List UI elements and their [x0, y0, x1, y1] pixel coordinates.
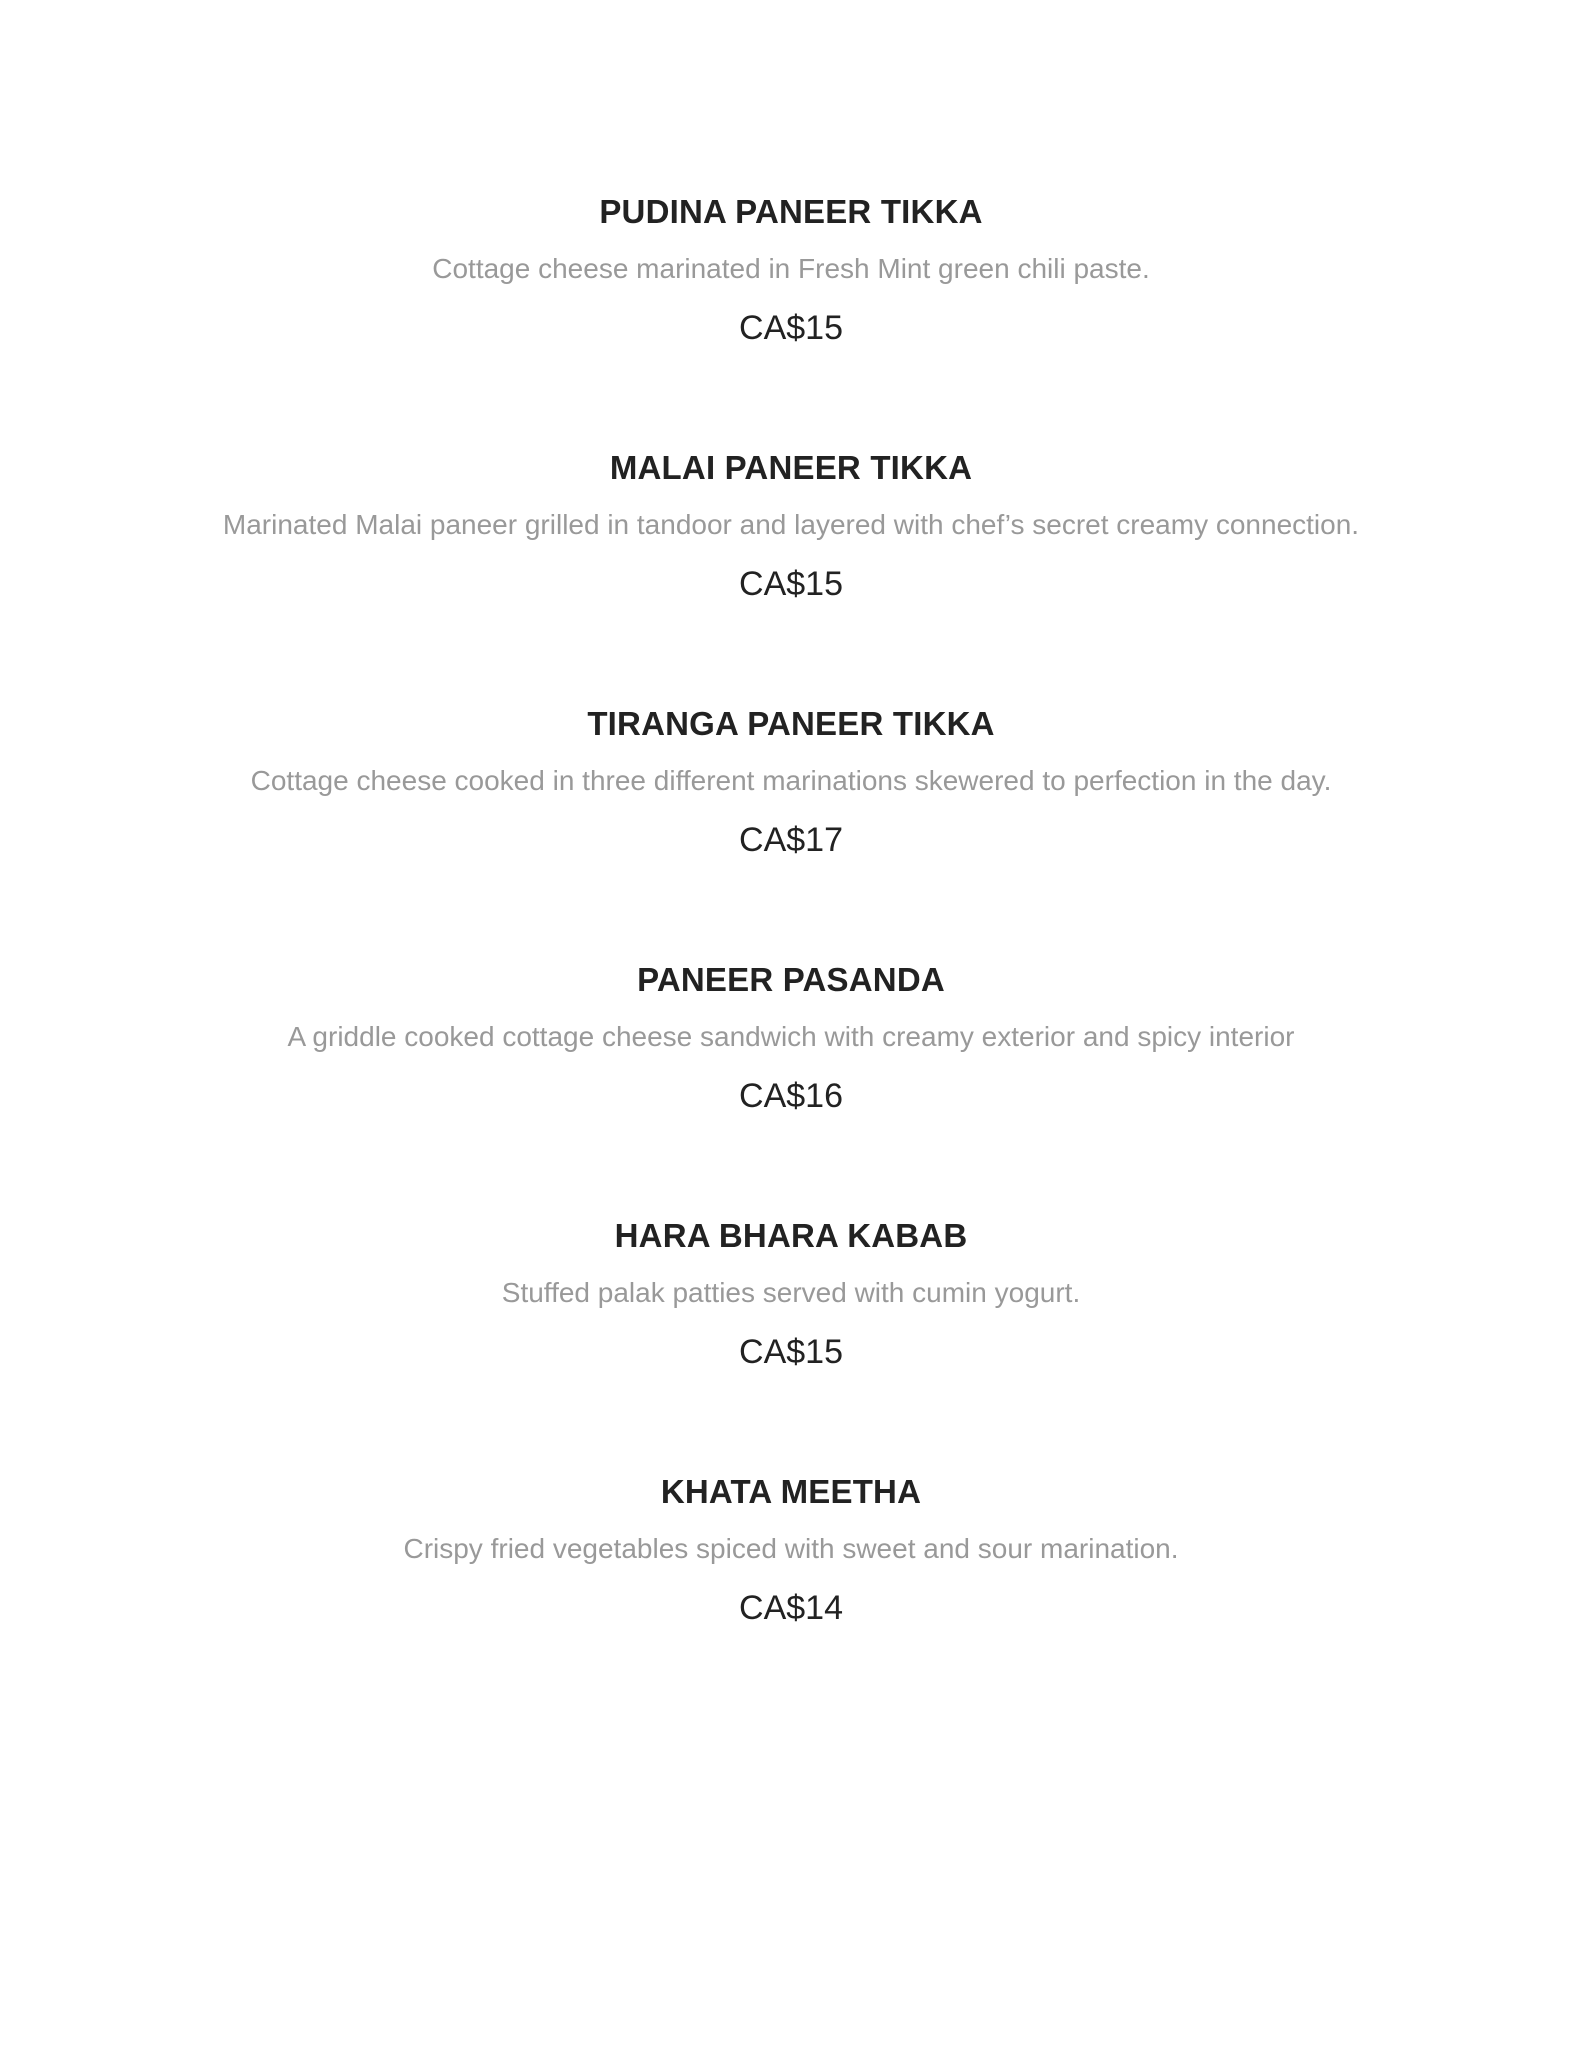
menu-item-description: Crispy fried vegetables spiced with sweet and sour marination. [403, 1533, 1179, 1564]
menu-item-price: CA$15 [739, 309, 843, 347]
menu-item [0, 444, 1582, 700]
menu-item-description: A griddle cooked cottage cheese sandwich with creamy exterior and spicy interior [287, 1021, 1295, 1052]
menu-item-price: CA$16 [739, 1077, 843, 1115]
menu-item-name: HARA BHARA KABAB [614, 1217, 968, 1254]
menu-item-name: TIRANGA PANEER TIKKA [587, 705, 995, 742]
menu-item [0, 700, 1582, 956]
menu-item-description: Cottage cheese marinated in Fresh Mint green chili paste. [432, 253, 1150, 284]
menu-item [0, 1212, 1582, 1468]
menu-item-price: CA$15 [739, 1333, 843, 1371]
menu-item [0, 956, 1582, 1212]
menu-list [0, 188, 1582, 1724]
menu-item [0, 1468, 1582, 1724]
menu-item-description: Cottage cheese cooked in three different marinations skewered to perfection in the day. [250, 765, 1332, 796]
menu-item-name: PUDINA PANEER TIKKA [599, 193, 983, 230]
menu-item [0, 188, 1582, 444]
menu-item-description: Stuffed palak patties served with cumin yogurt. [501, 1277, 1081, 1308]
menu-item-price: CA$15 [739, 565, 843, 603]
menu-item-name: KHATA MEETHA [660, 1473, 922, 1510]
menu-item-price: CA$17 [739, 821, 843, 859]
menu-item-price: CA$14 [739, 1589, 843, 1627]
menu-item-name: PANEER PASANDA [637, 961, 945, 998]
menu-item-name: MALAI PANEER TIKKA [609, 449, 973, 486]
menu-item-description: Marinated Malai paneer grilled in tandoor and layered with chef’s secret creamy connection. [222, 509, 1360, 540]
